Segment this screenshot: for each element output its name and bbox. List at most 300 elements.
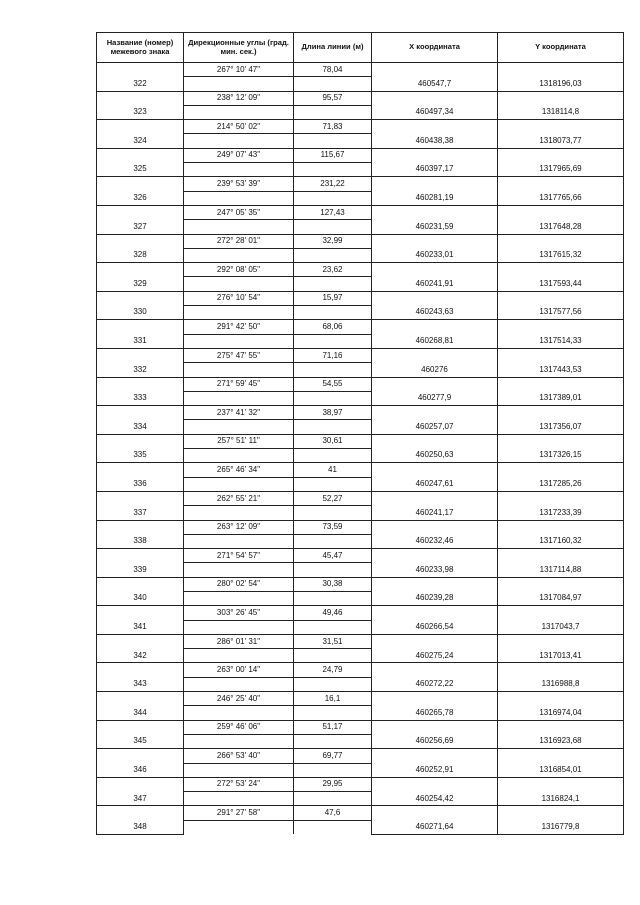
length-cell: 95,57 (294, 91, 372, 105)
x-coordinate-cell: 460252,91 (372, 763, 498, 777)
line-row (97, 291, 624, 305)
x-coordinate-cell: 460397,17 (372, 163, 498, 177)
name-cell-empty (97, 377, 184, 391)
y-cell-empty (498, 720, 624, 734)
length-cell: 115,67 (294, 148, 372, 162)
y-coordinate-cell: 1317356,07 (498, 420, 624, 434)
point-name-cell: 348 (97, 820, 184, 834)
angle-cell: 291° 27' 58" (184, 806, 294, 820)
point-name-cell: 331 (97, 334, 184, 348)
y-cell-empty (498, 263, 624, 277)
length-cell: 73,59 (294, 520, 372, 534)
angle-cell: 247° 05' 35" (184, 205, 294, 219)
length-cell: 16,1 (294, 692, 372, 706)
line-row (97, 777, 624, 791)
angle-cell-empty (184, 248, 294, 262)
length-cell: 47,6 (294, 806, 372, 820)
y-coordinate-cell: 1317514,33 (498, 334, 624, 348)
line-row (97, 463, 624, 477)
point-row (97, 391, 624, 405)
x-cell-empty (372, 234, 498, 248)
y-coordinate-cell: 1316923,68 (498, 734, 624, 748)
y-cell-empty (498, 663, 624, 677)
x-coordinate-cell: 460265,78 (372, 706, 498, 720)
line-row (97, 549, 624, 563)
length-cell-empty (294, 363, 372, 377)
point-row (97, 649, 624, 663)
angle-cell-empty (184, 763, 294, 777)
x-coordinate-cell: 460281,19 (372, 191, 498, 205)
x-coordinate-cell: 460247,61 (372, 477, 498, 491)
name-cell-empty (97, 91, 184, 105)
angle-cell: 237° 41' 32" (184, 406, 294, 420)
point-name-cell: 335 (97, 449, 184, 463)
line-row (97, 148, 624, 162)
angle-cell-empty (184, 105, 294, 119)
length-cell: 23,62 (294, 263, 372, 277)
point-row (97, 477, 624, 491)
point-row (97, 792, 624, 806)
line-row (97, 263, 624, 277)
point-name-cell: 322 (97, 77, 184, 91)
y-cell-empty (498, 348, 624, 362)
angle-cell: 239° 53' 39" (184, 177, 294, 191)
x-coordinate-cell: 460239,28 (372, 591, 498, 605)
name-cell-empty (97, 348, 184, 362)
length-cell-empty (294, 591, 372, 605)
angle-cell-empty (184, 163, 294, 177)
y-coordinate-cell: 1317615,32 (498, 248, 624, 262)
x-coordinate-cell: 460277,9 (372, 391, 498, 405)
y-coordinate-cell: 1316779,8 (498, 820, 624, 834)
point-name-cell: 347 (97, 792, 184, 806)
line-row (97, 749, 624, 763)
length-cell: 69,77 (294, 749, 372, 763)
y-cell-empty (498, 291, 624, 305)
header-name: Название (номер) межевого знака (97, 33, 184, 63)
point-row (97, 77, 624, 91)
angle-cell: 291° 42' 50" (184, 320, 294, 334)
y-cell-empty (498, 634, 624, 648)
name-cell-empty (97, 320, 184, 334)
angle-cell-empty (184, 706, 294, 720)
length-cell-empty (294, 477, 372, 491)
point-name-cell: 346 (97, 763, 184, 777)
x-cell-empty (372, 120, 498, 134)
point-row (97, 706, 624, 720)
x-cell-empty (372, 63, 498, 77)
y-cell-empty (498, 205, 624, 219)
header-length: Длина линии (м) (294, 33, 372, 63)
line-row (97, 663, 624, 677)
y-cell-empty (498, 234, 624, 248)
length-cell: 38,97 (294, 406, 372, 420)
angle-cell: 271° 59' 45" (184, 377, 294, 391)
y-coordinate-cell: 1318073,77 (498, 134, 624, 148)
angle-cell: 246° 25' 40" (184, 692, 294, 706)
length-cell-empty (294, 134, 372, 148)
length-cell: 30,38 (294, 577, 372, 591)
y-coordinate-cell: 1317389,01 (498, 391, 624, 405)
line-row (97, 348, 624, 362)
y-coordinate-cell: 1317160,32 (498, 534, 624, 548)
angle-cell-empty (184, 649, 294, 663)
point-name-cell: 326 (97, 191, 184, 205)
name-cell-empty (97, 777, 184, 791)
angle-cell-empty (184, 306, 294, 320)
angle-cell: 257° 51' 11" (184, 434, 294, 448)
length-cell: 29,95 (294, 777, 372, 791)
length-cell: 45,47 (294, 549, 372, 563)
length-cell: 68,06 (294, 320, 372, 334)
angle-cell: 276° 10' 54" (184, 291, 294, 305)
length-cell-empty (294, 449, 372, 463)
y-cell-empty (498, 148, 624, 162)
name-cell-empty (97, 148, 184, 162)
y-coordinate-cell: 1317326,15 (498, 449, 624, 463)
line-row (97, 806, 624, 820)
length-cell: 32,99 (294, 234, 372, 248)
point-name-cell: 344 (97, 706, 184, 720)
x-cell-empty (372, 148, 498, 162)
angle-cell-empty (184, 77, 294, 91)
length-cell: 15,97 (294, 291, 372, 305)
y-coordinate-cell: 1317043,7 (498, 620, 624, 634)
length-cell: 71,83 (294, 120, 372, 134)
y-coordinate-cell: 1317084,97 (498, 591, 624, 605)
length-cell: 51,17 (294, 720, 372, 734)
y-cell-empty (498, 749, 624, 763)
angle-cell-empty (184, 363, 294, 377)
x-cell-empty (372, 634, 498, 648)
x-cell-empty (372, 549, 498, 563)
x-coordinate-cell: 460271,64 (372, 820, 498, 834)
x-coordinate-cell: 460547,7 (372, 77, 498, 91)
length-cell: 127,43 (294, 205, 372, 219)
y-coordinate-cell: 1317593,44 (498, 277, 624, 291)
angle-cell: 259° 46' 06" (184, 720, 294, 734)
x-cell-empty (372, 348, 498, 362)
angle-cell: 272° 28' 01" (184, 234, 294, 248)
angle-cell: 275° 47' 55" (184, 348, 294, 362)
point-row (97, 363, 624, 377)
x-cell-empty (372, 406, 498, 420)
angle-cell: 214° 50' 02" (184, 120, 294, 134)
point-name-cell: 337 (97, 506, 184, 520)
y-coordinate-cell: 1317233,39 (498, 506, 624, 520)
x-cell-empty (372, 263, 498, 277)
point-row (97, 277, 624, 291)
point-row (97, 591, 624, 605)
angle-cell-empty (184, 506, 294, 520)
y-coordinate-cell: 1316988,8 (498, 677, 624, 691)
name-cell-empty (97, 463, 184, 477)
name-cell-empty (97, 577, 184, 591)
length-cell-empty (294, 792, 372, 806)
length-cell: 49,46 (294, 606, 372, 620)
name-cell-empty (97, 606, 184, 620)
length-cell-empty (294, 649, 372, 663)
boundary-coordinates-sheet (96, 32, 623, 835)
point-row (97, 763, 624, 777)
length-cell-empty (294, 420, 372, 434)
length-cell-empty (294, 77, 372, 91)
y-cell-empty (498, 520, 624, 534)
x-cell-empty (372, 491, 498, 505)
length-cell: 78,04 (294, 63, 372, 77)
x-cell-empty (372, 91, 498, 105)
line-row (97, 377, 624, 391)
y-cell-empty (498, 63, 624, 77)
length-cell: 52,27 (294, 491, 372, 505)
angle-cell-empty (184, 820, 294, 834)
x-cell-empty (372, 520, 498, 534)
name-cell-empty (97, 234, 184, 248)
point-name-cell: 330 (97, 306, 184, 320)
angle-cell-empty (184, 220, 294, 234)
length-cell-empty (294, 306, 372, 320)
length-cell-empty (294, 734, 372, 748)
x-cell-empty (372, 434, 498, 448)
name-cell-empty (97, 406, 184, 420)
y-coordinate-cell: 1316854,01 (498, 763, 624, 777)
y-cell-empty (498, 463, 624, 477)
point-name-cell: 332 (97, 363, 184, 377)
point-name-cell: 328 (97, 248, 184, 262)
point-name-cell: 323 (97, 105, 184, 119)
x-cell-empty (372, 663, 498, 677)
x-coordinate-cell: 460268,81 (372, 334, 498, 348)
line-row (97, 491, 624, 505)
x-coordinate-cell: 460250,63 (372, 449, 498, 463)
x-coordinate-cell: 460276 (372, 363, 498, 377)
point-row (97, 420, 624, 434)
point-row (97, 820, 624, 834)
x-coordinate-cell: 460231,59 (372, 220, 498, 234)
x-coordinate-cell: 460275,24 (372, 649, 498, 663)
name-cell-empty (97, 205, 184, 219)
length-cell: 24,79 (294, 663, 372, 677)
length-cell-empty (294, 220, 372, 234)
x-coordinate-cell: 460257,07 (372, 420, 498, 434)
header-y: Y координата (498, 33, 624, 63)
length-cell-empty (294, 277, 372, 291)
angle-cell: 263° 12' 09" (184, 520, 294, 534)
length-cell-empty (294, 620, 372, 634)
point-name-cell: 327 (97, 220, 184, 234)
x-coordinate-cell: 460241,91 (372, 277, 498, 291)
line-row (97, 205, 624, 219)
line-row (97, 720, 624, 734)
point-row (97, 248, 624, 262)
line-row (97, 692, 624, 706)
length-cell-empty (294, 506, 372, 520)
angle-cell-empty (184, 449, 294, 463)
length-cell-empty (294, 563, 372, 577)
line-row (97, 634, 624, 648)
point-row (97, 191, 624, 205)
x-cell-empty (372, 463, 498, 477)
point-row (97, 563, 624, 577)
name-cell-empty (97, 749, 184, 763)
angle-cell-empty (184, 677, 294, 691)
table-header-row (97, 33, 624, 63)
angle-cell-empty (184, 734, 294, 748)
line-row (97, 320, 624, 334)
y-cell-empty (498, 777, 624, 791)
length-cell-empty (294, 677, 372, 691)
length-cell-empty (294, 163, 372, 177)
length-cell-empty (294, 534, 372, 548)
point-row (97, 734, 624, 748)
name-cell-empty (97, 634, 184, 648)
angle-cell-empty (184, 534, 294, 548)
header-x: X координата (372, 33, 498, 63)
length-cell: 231,22 (294, 177, 372, 191)
name-cell-empty (97, 120, 184, 134)
point-name-cell: 338 (97, 534, 184, 548)
x-cell-empty (372, 577, 498, 591)
angle-cell: 265° 46' 34" (184, 463, 294, 477)
point-row (97, 306, 624, 320)
angle-cell-empty (184, 391, 294, 405)
x-cell-empty (372, 205, 498, 219)
line-row (97, 234, 624, 248)
line-row (97, 63, 624, 77)
name-cell-empty (97, 520, 184, 534)
length-cell-empty (294, 391, 372, 405)
name-cell-empty (97, 263, 184, 277)
y-coordinate-cell: 1317285,26 (498, 477, 624, 491)
y-coordinate-cell: 1316974,04 (498, 706, 624, 720)
y-coordinate-cell: 1317648,28 (498, 220, 624, 234)
angle-cell-empty (184, 591, 294, 605)
angle-cell-empty (184, 191, 294, 205)
x-cell-empty (372, 806, 498, 820)
y-coordinate-cell: 1317114,88 (498, 563, 624, 577)
name-cell-empty (97, 549, 184, 563)
x-cell-empty (372, 291, 498, 305)
point-name-cell: 336 (97, 477, 184, 491)
angle-cell: 262° 55' 21" (184, 491, 294, 505)
point-name-cell: 325 (97, 163, 184, 177)
length-cell-empty (294, 105, 372, 119)
x-cell-empty (372, 692, 498, 706)
y-coordinate-cell: 1317443,53 (498, 363, 624, 377)
length-cell-empty (294, 334, 372, 348)
y-cell-empty (498, 806, 624, 820)
name-cell-empty (97, 291, 184, 305)
name-cell-empty (97, 63, 184, 77)
line-row (97, 577, 624, 591)
x-coordinate-cell: 460266,54 (372, 620, 498, 634)
y-cell-empty (498, 177, 624, 191)
point-row (97, 506, 624, 520)
angle-cell: 271° 54' 57" (184, 549, 294, 563)
x-cell-empty (372, 749, 498, 763)
y-coordinate-cell: 1317013,41 (498, 649, 624, 663)
y-cell-empty (498, 91, 624, 105)
point-row (97, 677, 624, 691)
x-coordinate-cell: 460243,63 (372, 306, 498, 320)
y-cell-empty (498, 577, 624, 591)
line-row (97, 177, 624, 191)
x-coordinate-cell: 460438,38 (372, 134, 498, 148)
angle-cell-empty (184, 620, 294, 634)
point-name-cell: 343 (97, 677, 184, 691)
name-cell-empty (97, 806, 184, 820)
point-name-cell: 333 (97, 391, 184, 405)
y-coordinate-cell: 1317965,69 (498, 163, 624, 177)
name-cell-empty (97, 434, 184, 448)
name-cell-empty (97, 663, 184, 677)
coordinates-table (96, 32, 624, 835)
angle-cell-empty (184, 334, 294, 348)
point-name-cell: 341 (97, 620, 184, 634)
line-row (97, 606, 624, 620)
x-coordinate-cell: 460256,69 (372, 734, 498, 748)
angle-cell: 267° 10' 47" (184, 63, 294, 77)
length-cell: 54,55 (294, 377, 372, 391)
angle-cell: 280° 02' 54" (184, 577, 294, 591)
x-cell-empty (372, 777, 498, 791)
length-cell: 31,51 (294, 634, 372, 648)
x-coordinate-cell: 460241,17 (372, 506, 498, 520)
name-cell-empty (97, 177, 184, 191)
y-cell-empty (498, 692, 624, 706)
angle-cell: 292° 08' 05" (184, 263, 294, 277)
x-coordinate-cell: 460232,46 (372, 534, 498, 548)
point-row (97, 534, 624, 548)
table-body (97, 63, 624, 835)
length-cell-empty (294, 763, 372, 777)
angle-cell-empty (184, 477, 294, 491)
y-coordinate-cell: 1318114,8 (498, 105, 624, 119)
x-cell-empty (372, 177, 498, 191)
angle-cell-empty (184, 277, 294, 291)
point-row (97, 620, 624, 634)
name-cell-empty (97, 491, 184, 505)
x-cell-empty (372, 606, 498, 620)
point-name-cell: 345 (97, 734, 184, 748)
x-coordinate-cell: 460272,22 (372, 677, 498, 691)
point-name-cell: 342 (97, 649, 184, 663)
line-row (97, 406, 624, 420)
angle-cell: 303° 26' 45" (184, 606, 294, 620)
length-cell-empty (294, 706, 372, 720)
x-cell-empty (372, 720, 498, 734)
length-cell: 30,61 (294, 434, 372, 448)
x-coordinate-cell: 460233,01 (372, 248, 498, 262)
length-cell: 71,16 (294, 348, 372, 362)
angle-cell: 286° 01' 31" (184, 634, 294, 648)
angle-cell-empty (184, 792, 294, 806)
point-row (97, 449, 624, 463)
point-row (97, 134, 624, 148)
line-row (97, 91, 624, 105)
angle-cell: 266° 53' 40" (184, 749, 294, 763)
y-cell-empty (498, 434, 624, 448)
y-coordinate-cell: 1316824,1 (498, 792, 624, 806)
x-coordinate-cell: 460254,42 (372, 792, 498, 806)
point-row (97, 163, 624, 177)
x-coordinate-cell: 460497,34 (372, 105, 498, 119)
point-row (97, 220, 624, 234)
angle-cell-empty (184, 420, 294, 434)
y-coordinate-cell: 1318196,03 (498, 77, 624, 91)
point-row (97, 105, 624, 119)
angle-cell-empty (184, 134, 294, 148)
